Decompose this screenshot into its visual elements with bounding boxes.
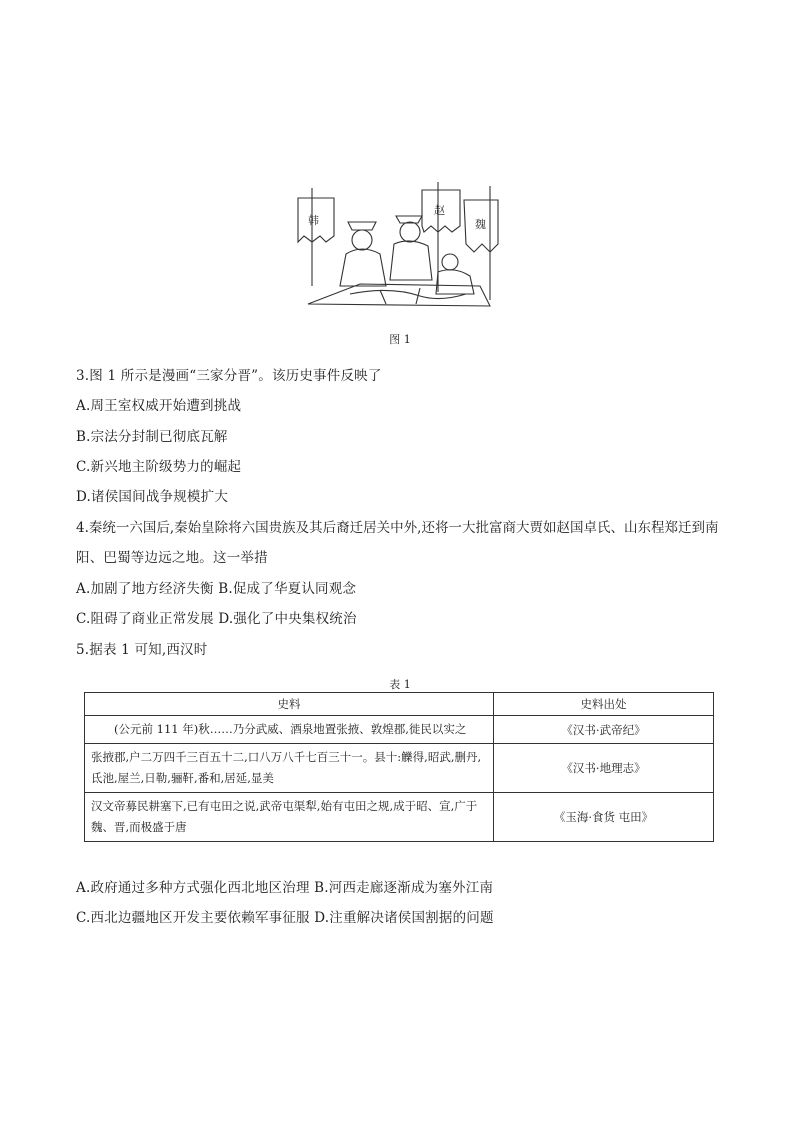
q3-option-d: D.诸侯国间战争规模扩大: [76, 489, 229, 505]
q4-stem-line1: 4.秦统一六国后,秦始皇除将六国贵族及其后裔迁居关中外,还将一大批富商大贾如赵国卓氏、山东程郑迁到南: [76, 520, 719, 536]
q3-stem: 3.图 1 所示是漫画“三家分晋”。该历史事件反映了: [76, 368, 382, 384]
q3-option-b: B.宗法分封制已彻底瓦解: [76, 429, 228, 445]
header-source: 史料出处: [494, 693, 714, 716]
cartoon-illustration-icon: [290, 182, 500, 312]
row1-source: 《汉书·武帝纪》: [494, 716, 714, 744]
banner-zhao: 赵: [434, 204, 445, 217]
q4-options-line1: A.加剧了地方经济失衡 B.促成了华夏认同观念: [76, 581, 357, 597]
table-row: [85, 744, 714, 793]
source-table: [84, 692, 714, 842]
row2-text-line2: 氐池,屋兰,日勒,骊靬,番和,居延,显美: [91, 771, 274, 785]
row2-text: [85, 744, 494, 793]
row3-source: 《玉海·食货 屯田》: [494, 793, 714, 842]
header-material: 史料: [85, 693, 494, 716]
row3-text-line1: 汉文帝募民耕塞下,已有屯田之说,武帝屯渠犁,始有屯田之规,成于昭、宣,广于: [91, 799, 478, 813]
row3-text-line2: 魏、晋,而极盛于唐: [91, 820, 187, 834]
banner-wei: 魏: [475, 218, 486, 231]
three-families-cartoon: [290, 182, 500, 312]
figure-caption: 图 1: [389, 333, 411, 346]
table-header-row: [85, 693, 714, 716]
q3-option-c: C.新兴地主阶级势力的崛起: [76, 459, 242, 475]
row2-text-line1: 张掖郡,户二万四千三百五十二,口八万八千七百三十一。县十:觻得,昭武,删丹,: [91, 750, 482, 764]
q5-options-line1: A.政府通过多种方式强化西北地区治理 B.河西走廊逐渐成为塞外江南: [76, 880, 494, 896]
table-title: 表 1: [389, 678, 411, 691]
q4-stem-line2: 阳、巴蜀等边远之地。这一举措: [76, 550, 268, 566]
q4-options-line2: C.阻碍了商业正常发展 D.强化了中央集权统治: [76, 611, 357, 627]
table-row: [85, 716, 714, 744]
q5-stem: 5.据表 1 可知,西汉时: [76, 642, 208, 658]
row1-text: (公元前 111 年)秋……乃分武威、酒泉地置张掖、敦煌郡,徙民以实之: [85, 716, 494, 744]
row2-source: 《汉书·地理志》: [494, 744, 714, 793]
banner-han: 韩: [308, 214, 319, 227]
q3-option-a: A.周王室权威开始遭到挑战: [76, 398, 242, 414]
row3-text: [85, 793, 494, 842]
table-row: [85, 793, 714, 842]
q5-options-line2: C.西北边疆地区开发主要依赖军事征服 D.注重解决诸侯国割据的问题: [76, 910, 494, 926]
